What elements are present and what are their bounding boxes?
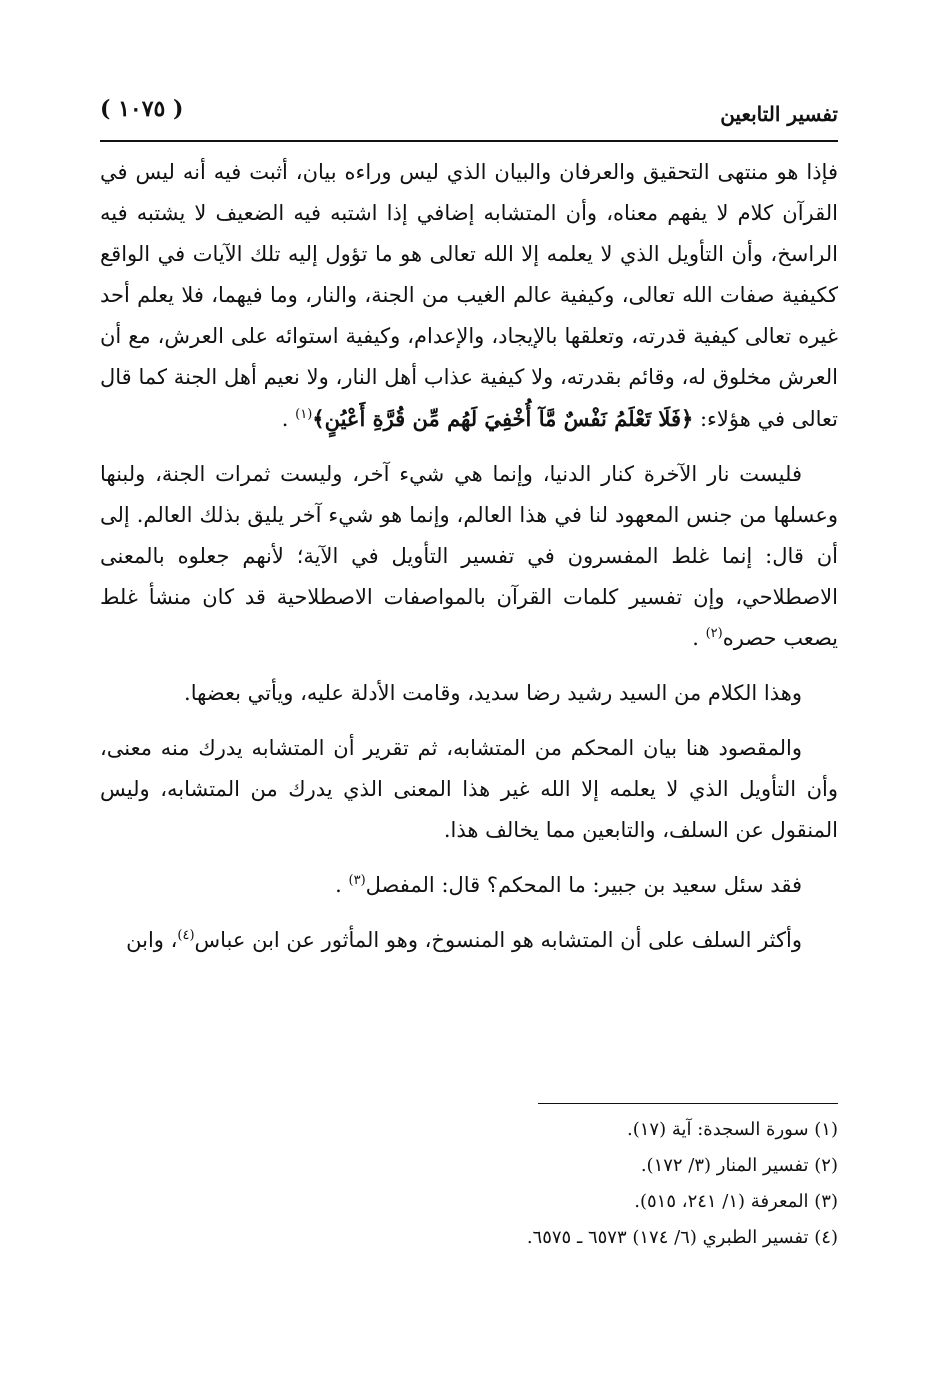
footnote-reference: (١): [295, 407, 313, 422]
book-title: تفسير التابعين: [720, 102, 838, 126]
footnote: (٤) تفسير الطبري (٦/ ١٧٤) ٦٥٧٣ ـ ٦٥٧٥.: [526, 1227, 838, 1248]
paragraph-text: وهذا الكلام من السيد رشيد رضا سديد، وقامت الأدلة عليه، ويأتي بعضها.: [184, 681, 802, 705]
page-number: ( ١٠٧٥ ): [100, 96, 184, 122]
paragraph-text: فإذا هو منتهى التحقيق والعرفان والبيان الذي ليس وراءه بيان، أثبت فيه أنه ليس في القرآن كلام لا يفهم معناه، وأن المتشابه إضافي إذا اشتبه فيه الضعيف لا يشتبه فيه الراسخ، وأن التأويل الذي لا يعلمه إلا الله تعالى هو ما تؤول إليه تلك الآيات في الواقع ككيفية صفات الله تعالى، وكيفية عالم الغيب من الجنة، والنار، وما فيهما، فلا يعلم أحد غيره تعالى كيفية قدرته، وتعلقها بالإيجاد، والإعدام، وكيفية استوائه على العرش، مع أن العرش مخلوق له، وقائم بقدرته، ولا كيفية عذاب أهل النار، ولا نعيم أهل الجنة كما قال تعالى في هؤلاء:: [100, 160, 838, 431]
page-header: [100, 92, 838, 134]
footnote: (١) سورة السجدة: آية (١٧).: [627, 1119, 838, 1140]
paragraph: [100, 454, 838, 659]
header-rule: [100, 140, 838, 142]
footnote-rule: [538, 1103, 838, 1104]
footnote-reference: (٣): [348, 873, 366, 888]
paragraph-text: فقد سئل سعيد بن جبير: ما المحكم؟ قال: المفصل: [365, 873, 802, 897]
main-text: [100, 152, 838, 961]
paragraph-end: ، وابن: [126, 928, 178, 952]
paragraph-text: فليست نار الآخرة كنار الدنيا، وإنما هي شيء آخر، وليست ثمرات الجنة، ولبنها وعسلها من جنس المعهود لنا في هذا العالم، وإنما هو شيء آخر يليق بذلك العالم. إلى أن قال: إنما غلط المفسرون في تفسير التأويل في الآية؛ لأنهم جعلوه بالمعنى الاصطلاحي، وإن تفسير كلمات القرآن بالمواصفات الاصطلاحية قد كان منشأ غلط يصعب حصره: [100, 462, 838, 650]
paragraph-end: .: [692, 626, 706, 650]
footnote: (٢) تفسير المنار (٣/ ١٧٢).: [640, 1155, 838, 1176]
paragraph: [100, 865, 838, 906]
footnote-reference: (٤): [177, 928, 195, 943]
quran-verse: ﴿فَلَا تَعْلَمُ نَفْسٌ مَّآ أُخْفِيَ لَهُم مِّن قُرَّةِ أَعْيُنٍ﴾: [312, 406, 694, 431]
paragraph-end: .: [335, 873, 349, 897]
paragraph-text: والمقصود هنا بيان المحكم من المتشابه، ثم تقرير أن المتشابه يدرك منه معنى، وأن التأويل الذي لا يعلمه إلا الله غير هذا المعنى الذي يدرك من المتشابه، وليس المنقول عن السلف، والتابعين مما يخالف هذا.: [100, 736, 838, 842]
paragraph-text: وأكثر السلف على أن المتشابه هو المنسوخ، وهو المأثور عن ابن عباس: [194, 928, 802, 952]
paragraph: [100, 152, 838, 440]
footnote-reference: (٢): [705, 626, 723, 641]
paragraph: [100, 673, 838, 714]
footnotes: [300, 1112, 838, 1256]
paragraph: [100, 920, 838, 961]
paragraph-end: .: [281, 407, 296, 431]
footnote: (٣) المعرفة (١/ ٢٤١، ٥١٥).: [634, 1191, 838, 1212]
paragraph: [100, 728, 838, 851]
